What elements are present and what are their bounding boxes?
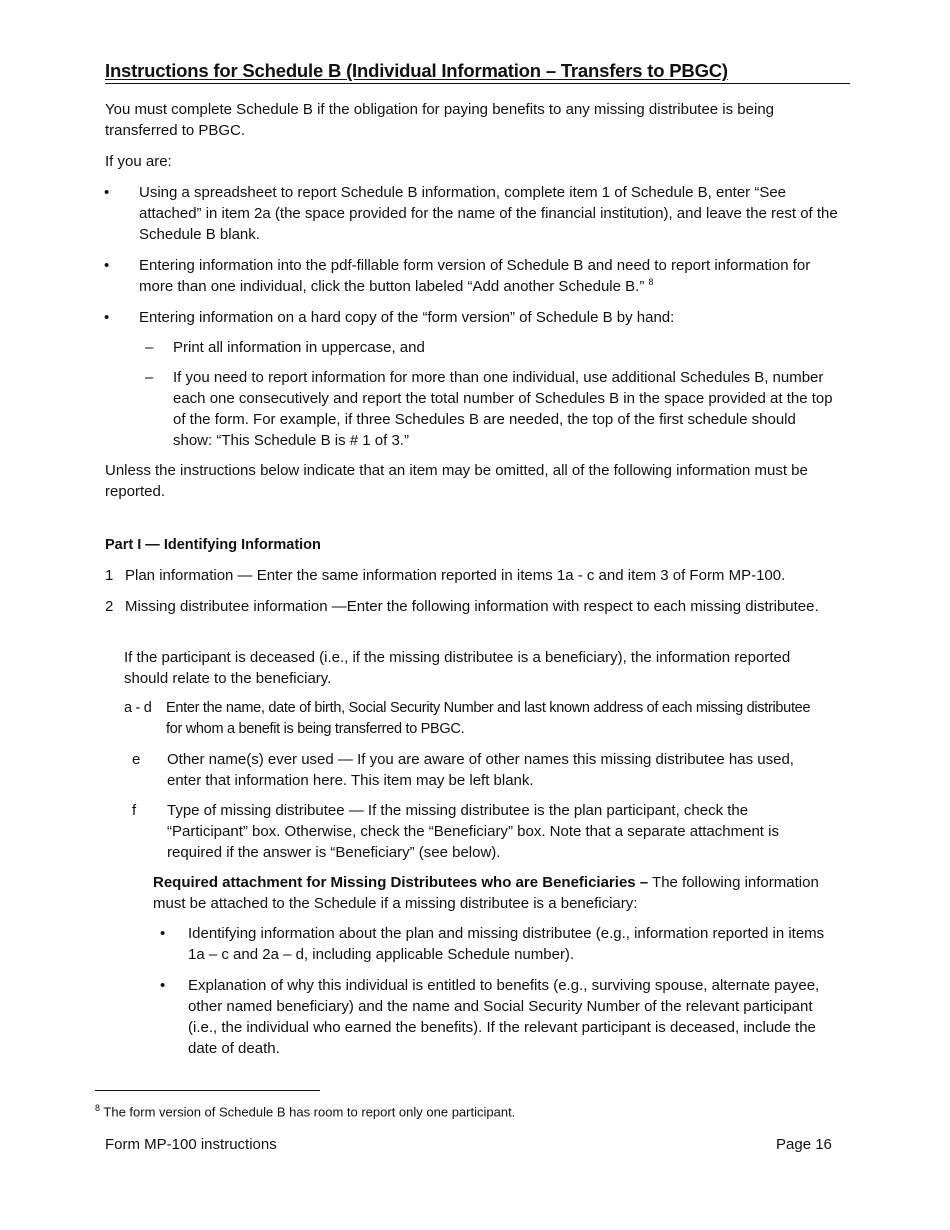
list-item: Explanation of why this individual is entitled to benefits (e.g., surviving spouse, alternate payee, other named beneficiary) and the name and Social Security Number of the relevant participant (i.e., the individual who earned the benefits). If the relevant participant is deceased, include the date of death. [188,977,820,1057]
required-attachment-text: The following information must be attached to the Schedule if a missing distributee is a beneficiary: [153,874,819,912]
dash-icon: – [145,369,154,386]
sub-item-label: f [132,802,137,819]
footnote-reference: 8 [648,277,654,287]
bullet-icon: • [160,925,166,942]
list-item: Identifying information about the plan and missing distributee (e.g., information reported in items 1a – c and 2a – d, including applicable Schedule number). [188,925,825,963]
bullet-icon: • [160,977,166,994]
item-number: 2 [105,598,114,615]
bullet-icon: • [104,257,110,274]
sub-item-text: Other name(s) ever used — If you are aware of other names this missing distributee has used, enter that information here. This item may be left blank. [167,751,794,789]
required-attachment-paragraph [153,872,843,914]
footnote-text: The form version of Schedule B has room to report only one participant. [103,1104,516,1120]
sub-item-text: Type of missing distributee — If the missing distributee is the plan participant, check the “Participant” box. Otherwise, check the “Beneficiary” box. Note that a separate attachment is required if the answer is “Beneficiary” (see below). [167,802,779,861]
sub-item-label: e [132,751,141,768]
footer-form-name: Form MP-100 instructions [105,1136,277,1153]
required-attachment-heading: Required attachment for Missing Distributees who are Beneficiaries – [153,874,649,891]
list-item-text: Entering information into the pdf-fillable form version of Schedule B and need to report information for more than one individual, click the button labeled “Add another Schedule B.” [139,257,811,295]
deceased-note: If the participant is deceased (i.e., if the missing distributee is a beneficiary), the information reported should relate to the beneficiary. [124,649,791,687]
item-text: Plan information — Enter the same information reported in items 1a - c and item 3 of Form MP-100. [125,567,786,584]
bullet-icon: • [104,309,110,326]
list-item [139,255,839,297]
intro-paragraph: You must complete Schedule B if the obligation for paying benefits to any missing distributee is being transferred to PBGC. [105,101,775,139]
footnote-mark: 8 [95,1103,101,1113]
sub-item-label: a - d [124,700,152,716]
footnote-divider [95,1090,320,1091]
item-number: 1 [105,567,114,584]
dash-item: Print all information in uppercase, and [173,339,425,356]
page-number: Page 16 [776,1136,832,1153]
sub-item-text: Enter the name, date of birth, Social Security Number and last known address of each missing distributee for whom a benefit is being transferred to PBGC. [166,700,811,737]
if-you-are-label: If you are: [105,153,172,170]
list-item: Entering information on a hard copy of the “form version” of Schedule B by hand: [139,309,675,326]
dash-item: If you need to report information for more than one individual, use additional Schedules B, number each one consecutively and report the total number of Schedules B in the space provided at the top of the form. For example, if three Schedules B are needed, the top of the first schedule should show: “This Schedule B is # 1 of 3.” [173,369,833,449]
unless-paragraph: Unless the instructions below indicate that an item may be omitted, all of the following information must be reported. [105,462,808,500]
part1-heading: Part I — Identifying Information [105,537,321,553]
bullet-icon: • [104,184,110,201]
item-text: Missing distributee information —Enter the following information with respect to each missing distributee. [125,598,819,615]
footnote [95,1099,515,1121]
list-item: Using a spreadsheet to report Schedule B information, complete item 1 of Schedule B, enter “See attached” in item 2a (the space provided for the name of the financial institution), and leave the rest of the Schedule B blank. [139,184,838,243]
dash-icon: – [145,339,154,356]
page-title: Instructions for Schedule B (Individual Information – Transfers to PBGC) [105,59,850,84]
